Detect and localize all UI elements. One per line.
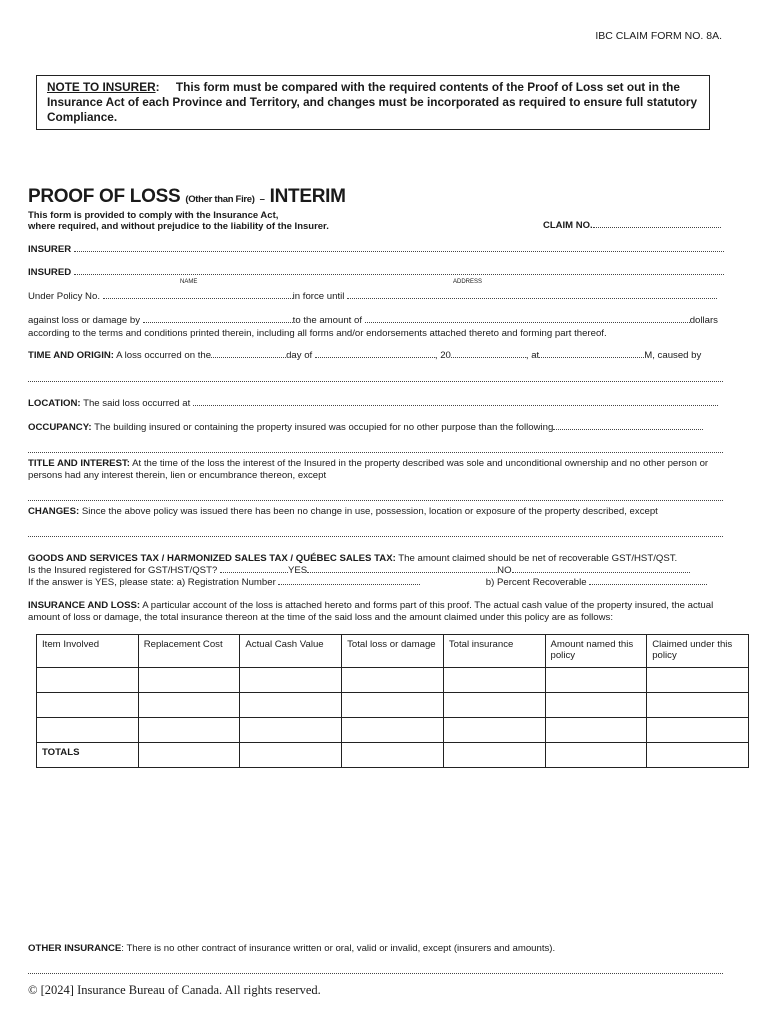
title-main: PROOF OF LOSS: [28, 186, 181, 207]
col-header: Amount named this policy: [545, 635, 647, 668]
subtitle-line2: where required, and without prejudice to the liability of the Insurer.: [28, 221, 329, 232]
table-cell[interactable]: [342, 743, 444, 768]
claim-no-field[interactable]: [543, 220, 721, 231]
caused-by-label: M, caused by: [644, 350, 702, 361]
subtitle-line1: This form is provided to comply with the Insurance Act,: [28, 210, 279, 221]
note-to-insurer-box: [36, 75, 710, 130]
insured-label: INSURED: [28, 267, 72, 278]
col-header: Total insurance: [443, 635, 545, 668]
copyright-notice: © [2024] Insurance Bureau of Canada. All rights reserved.: [28, 983, 321, 997]
table-cell[interactable]: [443, 743, 545, 768]
table-cell[interactable]: [647, 668, 749, 693]
title-interest-label: TITLE AND INTEREST:: [28, 458, 130, 469]
note-text: This form must be compared with the required contents of the Proof of Loss set out in the Insurance Act of each Province and Territory, and changes must be incorporated as required to ensure full statutory Compliance.: [47, 80, 698, 124]
other-insurance-label: OTHER INSURANCE: [28, 943, 122, 954]
time-origin-field[interactable]: [28, 350, 723, 361]
title-blank-line[interactable]: [28, 500, 723, 501]
name-caption: NAME: [180, 279, 198, 285]
policy-field[interactable]: [28, 291, 723, 302]
occupancy-blank-line[interactable]: [28, 452, 723, 453]
table-cell[interactable]: [240, 718, 342, 743]
dollars-label: dollars: [689, 315, 718, 326]
location-label: LOCATION:: [28, 398, 81, 409]
loss-amount-field[interactable]: [28, 315, 723, 326]
gst-heading: [28, 553, 723, 564]
time-origin-label: TIME AND ORIGIN:: [28, 350, 114, 361]
changes-field: [28, 506, 723, 517]
at-label: , at: [525, 350, 540, 361]
gst-text: The amount claimed should be net of recoverable GST/HST/QST.: [398, 553, 678, 564]
table-row: [37, 668, 749, 693]
title-dash: –: [259, 194, 265, 205]
other-insurance-heading: [28, 943, 723, 954]
col-header: Claimed under this policy: [647, 635, 749, 668]
title-interim: INTERIM: [269, 186, 346, 207]
address-caption: ADDRESS: [453, 279, 483, 285]
location-field[interactable]: [28, 398, 723, 409]
title-interest-field: [28, 458, 723, 469]
title-paren: (Other than Fire): [185, 194, 255, 205]
subtitle: [28, 210, 329, 232]
note-label: NOTE TO INSURER: [47, 80, 156, 94]
gst-registered-field[interactable]: [28, 565, 723, 576]
insurer-label: INSURER: [28, 244, 72, 255]
no-option[interactable]: NO: [497, 565, 512, 576]
title-interest-text1: At the time of the loss the interest of the Insured in the property described was sole and unconditional ownership and no other person or: [132, 458, 709, 469]
col-header: Total loss or damage: [342, 635, 444, 668]
gst-registration-label: If the answer is YES, please state: a) Registration Number: [28, 577, 276, 588]
col-header: Replacement Cost: [138, 635, 240, 668]
insurance-loss-text1: A particular account of the loss is attached hereto and forms part of this proof. The actual cash value of the property insured, the actual: [142, 600, 714, 611]
gst-percent-label: b) Percent Recoverable: [485, 577, 587, 588]
insurance-loss-text2: amount of loss or damage, the total insurance thereon at the time of the said loss and the amount claimed under this policy are as follows:: [28, 612, 614, 623]
time-origin-text: A loss occurred on the: [116, 350, 212, 361]
page-title: [28, 186, 346, 208]
occupancy-field[interactable]: [28, 422, 723, 433]
form-number: IBC CLAIM FORM NO. 8A.: [595, 30, 722, 42]
occupancy-label: OCCUPANCY:: [28, 422, 92, 433]
gst-label: GOODS AND SERVICES TAX / HARMONIZED SALES TAX / QUÉBEC SALES TAX:: [28, 553, 396, 564]
loss-table: [36, 634, 749, 768]
table-cell[interactable]: [342, 668, 444, 693]
policy-label: Under Policy No.: [28, 291, 100, 302]
table-cell[interactable]: [342, 693, 444, 718]
year-label: , 20: [434, 350, 451, 361]
title-interest-text2: persons had any interest therein, lien or encumbrance thereon, except: [28, 470, 327, 481]
totals-label: TOTALS: [37, 743, 139, 768]
table-cell[interactable]: [37, 718, 139, 743]
day-of-label: day of: [286, 350, 313, 361]
note-colon: :: [155, 80, 160, 94]
table-cell[interactable]: [647, 718, 749, 743]
table-cell[interactable]: [443, 668, 545, 693]
according-text: according to the terms and conditions printed therein, including all forms and/or endorsements attached thereto and forming part thereof.: [28, 328, 607, 339]
other-insurance-text: : There is no other contract of insurance written or oral, valid or invalid, except (insurers and amounts).: [121, 943, 556, 954]
table-header-row: [37, 635, 749, 668]
table-cell[interactable]: [37, 693, 139, 718]
table-row: [37, 718, 749, 743]
table-cell[interactable]: [545, 668, 647, 693]
table-cell[interactable]: [138, 743, 240, 768]
col-header: Item Involved: [37, 635, 139, 668]
claim-no-label: CLAIM NO.: [543, 220, 593, 231]
table-cell[interactable]: [545, 743, 647, 768]
changes-blank-line[interactable]: [28, 536, 723, 537]
changes-text: Since the above policy was issued there has been no change in use, possession, location or exposure of the property described, except: [81, 506, 658, 517]
occupancy-text: The building insured or containing the property insured was occupied for no other purpose than the following: [94, 422, 554, 433]
table-cell[interactable]: [545, 693, 647, 718]
table-cell[interactable]: [138, 718, 240, 743]
table-row: [37, 693, 749, 718]
table-cell[interactable]: [545, 718, 647, 743]
table-cell[interactable]: [37, 668, 139, 693]
table-cell[interactable]: [647, 693, 749, 718]
cause-blank-line[interactable]: [28, 381, 723, 382]
location-text: The said loss occurred at: [83, 398, 191, 409]
other-insurance-blank-line[interactable]: [28, 973, 723, 974]
table-cell[interactable]: [240, 668, 342, 693]
in-force-label: in force until: [292, 291, 345, 302]
amount-of-label: to the amount of: [292, 315, 363, 326]
insurer-field[interactable]: [28, 244, 723, 255]
table-cell[interactable]: [443, 718, 545, 743]
insurance-loss-label: INSURANCE AND LOSS:: [28, 600, 141, 611]
gst-question: Is the Insured registered for GST/HST/QST?: [28, 565, 218, 576]
changes-label: CHANGES:: [28, 506, 80, 517]
table-cell[interactable]: [138, 668, 240, 693]
table-cell[interactable]: [240, 693, 342, 718]
table-cell[interactable]: [647, 743, 749, 768]
col-header: Actual Cash Value: [240, 635, 342, 668]
table-cell[interactable]: [240, 743, 342, 768]
yes-option[interactable]: YES: [287, 565, 308, 576]
gst-registration-field[interactable]: [28, 577, 723, 588]
against-label: against loss or damage by: [28, 315, 140, 326]
table-cell[interactable]: [443, 693, 545, 718]
insurance-loss-heading: [28, 600, 723, 611]
table-cell[interactable]: [138, 693, 240, 718]
totals-row: [37, 743, 749, 768]
insured-field[interactable]: [28, 267, 723, 278]
table-cell[interactable]: [342, 718, 444, 743]
